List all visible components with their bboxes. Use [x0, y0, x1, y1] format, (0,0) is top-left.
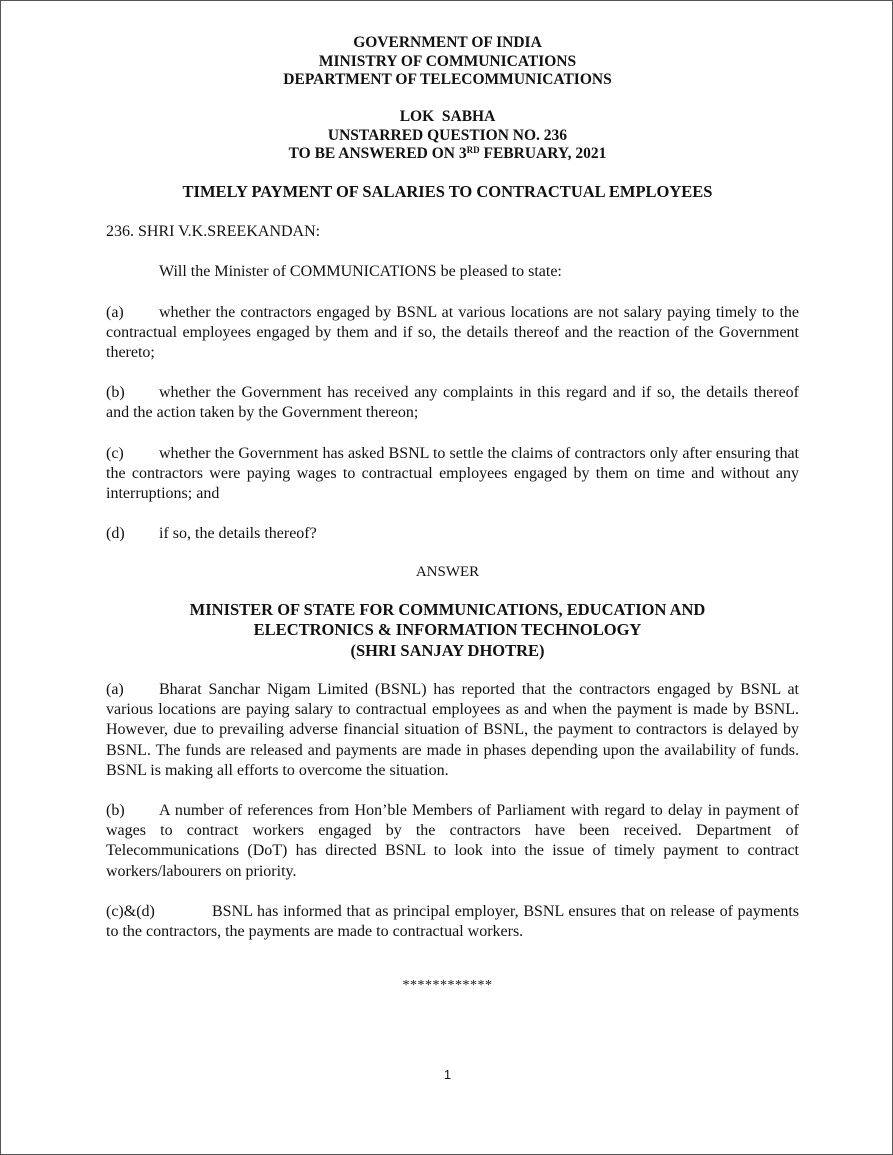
answer-a — [106, 680, 799, 781]
end-separator: ************ — [402, 978, 493, 993]
question-c-label: (c) — [106, 445, 124, 462]
answer-cd-text: BSNL has informed that as principal employer, BSNL ensures that on release of payments to the contractors, the payments are made to contractual workers. — [106, 903, 799, 941]
minister-name: (SHRI SANJAY DHOTRE) — [350, 640, 545, 660]
question-number: UNSTARRED QUESTION NO. 236 — [327, 126, 568, 144]
question-a-text: whether the contractors engaged by BSNL at various locations are not salary paying timely to the contractual employees engaged by them and if so, the details thereof and the reaction of the Government thereto; — [106, 304, 799, 362]
document-header — [1, 34, 893, 90]
answer-heading: ANSWER — [415, 564, 480, 580]
answer-date-suffix: FEBRUARY, 2021 — [479, 145, 607, 162]
header-government: GOVERNMENT OF INDIA — [353, 34, 542, 51]
answer-date-superscript: RD — [466, 145, 480, 155]
answer-a-label: (a) — [106, 681, 124, 698]
minister-line-2: ELECTRONICS & INFORMATION TECHNOLOGY — [253, 620, 642, 640]
question-b-label: (b) — [106, 384, 125, 401]
answer-cd — [106, 902, 799, 942]
question-c-text: whether the Government has asked BSNL to settle the claims of contractors only after ensuring that the contractors were paying wages to contractual employees engaged by them on time and without any interruptions; and — [106, 445, 799, 503]
answer-cd-label: (c)&(d) — [106, 903, 155, 920]
question-a — [106, 303, 799, 364]
answer-b-text: A number of references from Hon’ble Members of Parliament with regard to delay in payment of wages to contract workers engaged by the contractors have been received. Department of Telecommunications (DoT) has directed BSNL to look into the issue of timely payment to contract workers/labourers on priority. — [106, 802, 799, 880]
house-name: LOK SABHA — [399, 108, 496, 125]
answer-b — [106, 801, 799, 882]
page-number: 1 — [443, 1067, 452, 1082]
header-department: DEPARTMENT OF TELECOMMUNICATIONS — [283, 71, 612, 88]
question-a-label: (a) — [106, 304, 124, 321]
question-title: TIMELY PAYMENT OF SALARIES TO CONTRACTUAL EMPLOYEES — [182, 182, 713, 201]
answer-date-prefix: TO BE ANSWERED ON 3 — [288, 145, 467, 162]
answer-b-label: (b) — [106, 802, 125, 819]
question-c — [106, 444, 799, 505]
question-b-text: whether the Government has received any complaints in this regard and if so, the details thereof and the action taken by the Government thereon; — [106, 384, 799, 422]
questioner-name: 236. SHRI V.K.SREEKANDAN: — [106, 223, 321, 240]
question-d-label: (d) — [106, 525, 125, 542]
minister-line-1: MINISTER OF STATE FOR COMMUNICATIONS, EDUCATION AND — [189, 600, 706, 619]
question-d-text: if so, the details thereof? — [159, 525, 317, 542]
answer-date — [1, 145, 893, 164]
question-b — [106, 383, 799, 423]
question-d — [106, 524, 799, 544]
minister-block — [1, 600, 893, 661]
question-intro: Will the Minister of COMMUNICATIONS be pleased to state: — [159, 263, 562, 280]
header-ministry: MINISTRY OF COMMUNICATIONS — [318, 52, 577, 70]
answer-a-text: Bharat Sanchar Nigam Limited (BSNL) has reported that the contractors engaged by BSNL at various locations are paying salary to contractual employees as and when the payment is made by BSNL. However, due to prevailing adverse financial situation of BSNL, the payment to contractors is delayed by BSNL. The funds are released and payments are made in phases depending upon the availability of funds. BSNL is making all efforts to overcome the situation. — [106, 681, 799, 779]
question-info — [1, 108, 893, 164]
